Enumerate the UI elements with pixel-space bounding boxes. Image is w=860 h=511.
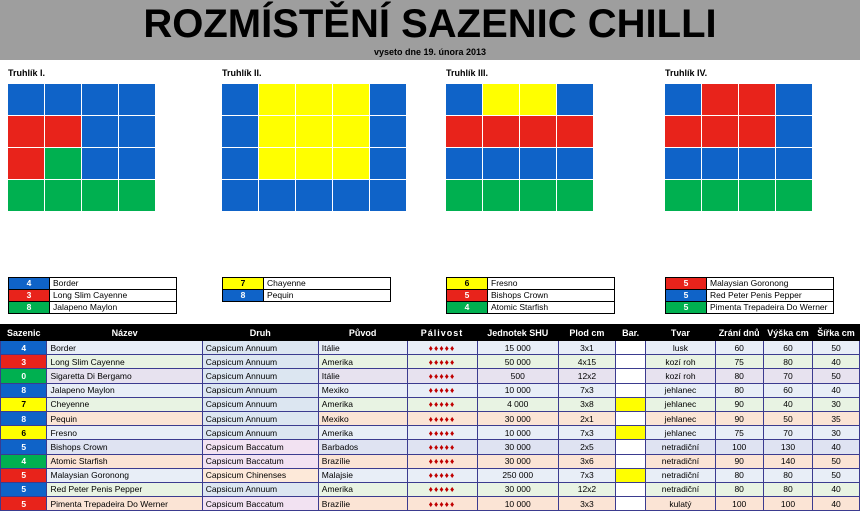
- cell-sazenic: 5: [1, 440, 47, 454]
- tray-cell: [776, 180, 812, 211]
- cell-zrani: 100: [715, 497, 763, 511]
- legend-tray-1: [8, 277, 177, 314]
- cell-tvar: kozí roh: [646, 369, 715, 383]
- tray-cell: [370, 84, 406, 115]
- tray-cell: [296, 116, 332, 147]
- cell-puvod: Itálie: [318, 341, 407, 355]
- cell-tvar: kozí roh: [646, 355, 715, 369]
- legend-count: 5: [447, 290, 488, 302]
- cell-tvar: jehlanec: [646, 411, 715, 425]
- legend-count: 4: [9, 278, 50, 290]
- document-header: [0, 0, 860, 60]
- legend-count: 5: [666, 290, 707, 302]
- tray-cell: [446, 116, 482, 147]
- tray-cell: [665, 180, 701, 211]
- table-row: [1, 341, 860, 355]
- legend-count: 4: [447, 302, 488, 314]
- cell-plod: 4x15: [558, 355, 615, 369]
- tray-3: [446, 68, 593, 211]
- tray-cell: [333, 84, 369, 115]
- cell-sazenic: 4: [1, 341, 47, 355]
- cell-shu: 4 000: [477, 397, 558, 411]
- cell-plod: 2x1: [558, 411, 615, 425]
- page-subtitle: vyseto dne 19. února 2013: [373, 47, 487, 57]
- table-row: [1, 454, 860, 468]
- tray-cell: [520, 148, 556, 179]
- tray-cell: [702, 148, 738, 179]
- cell-bar: [615, 426, 645, 440]
- tray-cell: [520, 116, 556, 147]
- tray-cell: [119, 180, 155, 211]
- legend-row: [666, 278, 834, 290]
- tray-2-grid: [222, 84, 406, 211]
- col-druh: Druh: [202, 325, 318, 341]
- cell-nazev: Fresno: [47, 426, 202, 440]
- cell-sazenic: 6: [1, 426, 47, 440]
- cell-shu: 15 000: [477, 341, 558, 355]
- legend-row: [9, 290, 177, 302]
- trays-section: [0, 60, 860, 250]
- cell-bar: [615, 397, 645, 411]
- cell-druh: Capsicum Baccatum: [202, 440, 318, 454]
- col-vyska-cm: Výška cm: [763, 325, 812, 341]
- cell-sazenic: 8: [1, 383, 47, 397]
- legend-count: 6: [447, 278, 488, 290]
- cell-puvod: Malajsie: [318, 468, 407, 482]
- legend-table: [8, 277, 177, 314]
- cell-bar: [615, 369, 645, 383]
- tray-cell: [739, 148, 775, 179]
- tray-cell: [370, 180, 406, 211]
- tray-cell: [8, 180, 44, 211]
- cell-tvar: lusk: [646, 341, 715, 355]
- tray-cell: [222, 180, 258, 211]
- tray-cell: [776, 116, 812, 147]
- tray-cell: [702, 84, 738, 115]
- tray-1-grid: [8, 84, 155, 211]
- tray-cell: [222, 148, 258, 179]
- table-row: [1, 369, 860, 383]
- cell-bar: [615, 383, 645, 397]
- cell-palivost: ♦♦♦♦♦: [407, 454, 477, 468]
- cell-sazenic: 0: [1, 369, 47, 383]
- tray-cell: [520, 180, 556, 211]
- cell-sirka: 35: [813, 411, 860, 425]
- tray-cell: [8, 148, 44, 179]
- cell-nazev: Pimenta Trepadeira Do Werner: [47, 497, 202, 511]
- cell-tvar: jehlanec: [646, 426, 715, 440]
- cell-sirka: 40: [813, 482, 860, 496]
- cell-vyska: 60: [763, 341, 812, 355]
- tray-cell: [665, 84, 701, 115]
- legend-count: 5: [666, 278, 707, 290]
- legend-row: [223, 278, 391, 290]
- table-row: [1, 355, 860, 369]
- cell-vyska: 50: [763, 411, 812, 425]
- tray-1: [8, 68, 155, 211]
- tray-cell: [259, 84, 295, 115]
- col-jednotek-shu: Jednotek SHU: [477, 325, 558, 341]
- cell-zrani: 80: [715, 482, 763, 496]
- cell-vyska: 80: [763, 355, 812, 369]
- table-row: [1, 383, 860, 397]
- cell-vyska: 100: [763, 497, 812, 511]
- legend-row: [666, 302, 834, 314]
- cell-puvod: Amerika: [318, 426, 407, 440]
- tray-4-grid: [665, 84, 812, 211]
- tray-2-label: Truhlík II.: [222, 68, 262, 78]
- cell-tvar: netradiční: [646, 440, 715, 454]
- cell-puvod: Amerika: [318, 397, 407, 411]
- cell-plod: 7x3: [558, 468, 615, 482]
- cell-sirka: 50: [813, 454, 860, 468]
- tray-cell: [483, 148, 519, 179]
- cell-palivost: ♦♦♦♦♦: [407, 482, 477, 496]
- cell-plod: 7x3: [558, 383, 615, 397]
- cell-shu: 30 000: [477, 482, 558, 496]
- cell-zrani: 90: [715, 454, 763, 468]
- cell-shu: 50 000: [477, 355, 558, 369]
- cell-druh: Capsicum Annuum: [202, 397, 318, 411]
- tray-cell: [483, 116, 519, 147]
- cell-palivost: ♦♦♦♦♦: [407, 383, 477, 397]
- table-row: [1, 482, 860, 496]
- legend-label: Fresno: [488, 278, 615, 290]
- cell-nazev: Border: [47, 341, 202, 355]
- page-title: ROZMÍSTĚNÍ SAZENIC CHILLI: [143, 2, 717, 46]
- legend-label: Pequin: [264, 290, 391, 302]
- legend-tray-2: [222, 277, 391, 302]
- tray-cell: [446, 148, 482, 179]
- col-tvar: Tvar: [646, 325, 715, 341]
- cell-druh: Capsicum Annuum: [202, 383, 318, 397]
- cell-zrani: 90: [715, 411, 763, 425]
- cell-nazev: Jalapeno Maylon: [47, 383, 202, 397]
- cell-sirka: 50: [813, 468, 860, 482]
- cell-nazev: Long Slim Cayenne: [47, 355, 202, 369]
- varieties-table: [0, 324, 860, 511]
- cell-puvod: Amerika: [318, 355, 407, 369]
- legend-row: [447, 290, 615, 302]
- tray-cell: [259, 180, 295, 211]
- cell-puvod: Brazílie: [318, 497, 407, 511]
- cell-palivost: ♦♦♦♦♦: [407, 426, 477, 440]
- tray-cell: [333, 116, 369, 147]
- tray-cell: [370, 116, 406, 147]
- tray-cell: [8, 116, 44, 147]
- cell-nazev: Red Peter Penis Pepper: [47, 482, 202, 496]
- cell-nazev: Sigaretta Di Bergamo: [47, 369, 202, 383]
- tray-1-label: Truhlík I.: [8, 68, 46, 78]
- cell-plod: 3x8: [558, 397, 615, 411]
- cell-tvar: netradiční: [646, 454, 715, 468]
- cell-sirka: 40: [813, 355, 860, 369]
- cell-bar: [615, 454, 645, 468]
- cell-sirka: 50: [813, 369, 860, 383]
- legend-table: [665, 277, 834, 314]
- tray-cell: [45, 148, 81, 179]
- cell-sirka: 50: [813, 341, 860, 355]
- cell-sazenic: 7: [1, 397, 47, 411]
- cell-shu: 10 000: [477, 497, 558, 511]
- cell-vyska: 70: [763, 426, 812, 440]
- cell-vyska: 140: [763, 454, 812, 468]
- legend-count: 8: [223, 290, 264, 302]
- tray-cell: [333, 148, 369, 179]
- table-row: [1, 397, 860, 411]
- cell-bar: [615, 411, 645, 425]
- cell-zrani: 80: [715, 468, 763, 482]
- cell-zrani: 75: [715, 426, 763, 440]
- tray-cell: [82, 84, 118, 115]
- cell-sazenic: 3: [1, 355, 47, 369]
- cell-bar: [615, 440, 645, 454]
- tray-cell: [739, 116, 775, 147]
- cell-bar: [615, 355, 645, 369]
- cell-sazenic: 5: [1, 497, 47, 511]
- cell-shu: 30 000: [477, 440, 558, 454]
- cell-puvod: Barbados: [318, 440, 407, 454]
- tray-cell: [739, 180, 775, 211]
- cell-sirka: 30: [813, 426, 860, 440]
- legend-label: Long Slim Cayenne: [50, 290, 177, 302]
- cell-vyska: 130: [763, 440, 812, 454]
- legend-row: [666, 290, 834, 302]
- cell-nazev: Pequin: [47, 411, 202, 425]
- cell-puvod: Mexiko: [318, 411, 407, 425]
- cell-tvar: netradiční: [646, 468, 715, 482]
- cell-palivost: ♦♦♦♦♦: [407, 440, 477, 454]
- cell-tvar: jehlanec: [646, 383, 715, 397]
- tray-cell: [557, 180, 593, 211]
- table-row: [1, 440, 860, 454]
- tray-cell: [483, 180, 519, 211]
- cell-puvod: Amerika: [318, 482, 407, 496]
- cell-plod: 12x2: [558, 369, 615, 383]
- legend-label: Border: [50, 278, 177, 290]
- legend-row: [223, 290, 391, 302]
- cell-sazenic: 5: [1, 468, 47, 482]
- cell-palivost: ♦♦♦♦♦: [407, 411, 477, 425]
- legend-table: [446, 277, 615, 314]
- cell-plod: 12x2: [558, 482, 615, 496]
- cell-nazev: Bishops Crown: [47, 440, 202, 454]
- cell-palivost: ♦♦♦♦♦: [407, 397, 477, 411]
- tray-cell: [259, 148, 295, 179]
- cell-plod: 2x5: [558, 440, 615, 454]
- tray-cell: [370, 148, 406, 179]
- cell-zrani: 90: [715, 397, 763, 411]
- tray-cell: [82, 148, 118, 179]
- table-header-row: [1, 325, 860, 341]
- tray-cell: [520, 84, 556, 115]
- cell-druh: Capsicum Annuum: [202, 341, 318, 355]
- cell-zrani: 75: [715, 355, 763, 369]
- tray-cell: [222, 116, 258, 147]
- cell-zrani: 100: [715, 440, 763, 454]
- tray-4-label: Truhlík IV.: [665, 68, 708, 78]
- legend-row: [447, 278, 615, 290]
- tray-cell: [739, 84, 775, 115]
- table-body: [1, 341, 860, 511]
- cell-zrani: 80: [715, 369, 763, 383]
- cell-palivost: ♦♦♦♦♦: [407, 468, 477, 482]
- tray-cell: [82, 116, 118, 147]
- tray-cell: [82, 180, 118, 211]
- cell-nazev: Cheyenne: [47, 397, 202, 411]
- cell-tvar: netradiční: [646, 482, 715, 496]
- cell-sazenic: 8: [1, 411, 47, 425]
- tray-cell: [119, 116, 155, 147]
- legend-tray-3: [446, 277, 615, 314]
- tray-cell: [557, 84, 593, 115]
- tray-cell: [333, 180, 369, 211]
- legend-count: 5: [666, 302, 707, 314]
- legend-count: 8: [9, 302, 50, 314]
- tray-cell: [296, 84, 332, 115]
- cell-druh: Capsicum Annuum: [202, 426, 318, 440]
- cell-palivost: ♦♦♦♦♦: [407, 355, 477, 369]
- col-zrani-dnu: Zrání dnů: [715, 325, 763, 341]
- legend-label: Atomic Starfish: [488, 302, 615, 314]
- tray-3-label: Truhlík III.: [446, 68, 489, 78]
- cell-tvar: jehlanec: [646, 397, 715, 411]
- cell-plod: 3x3: [558, 497, 615, 511]
- table-row: [1, 426, 860, 440]
- cell-sirka: 40: [813, 440, 860, 454]
- cell-bar: [615, 482, 645, 496]
- legend-row: [9, 278, 177, 290]
- tray-cell: [45, 180, 81, 211]
- tray-cell: [259, 116, 295, 147]
- cell-shu: 30 000: [477, 411, 558, 425]
- tray-cell: [776, 84, 812, 115]
- cell-druh: Capsicum Annuum: [202, 411, 318, 425]
- legend-label: Jalapeno Maylon: [50, 302, 177, 314]
- legend-table: [222, 277, 391, 302]
- legend-row: [9, 302, 177, 314]
- cell-sirka: 40: [813, 383, 860, 397]
- tray-cell: [45, 116, 81, 147]
- col-nazev: Název: [47, 325, 202, 341]
- tray-cell: [296, 180, 332, 211]
- legend-label: Bishops Crown: [488, 290, 615, 302]
- tray-4: [665, 68, 812, 211]
- cell-bar: [615, 341, 645, 355]
- tray-cell: [8, 84, 44, 115]
- cell-sirka: 40: [813, 497, 860, 511]
- tray-cell: [557, 116, 593, 147]
- tray-cell: [776, 148, 812, 179]
- cell-shu: 30 000: [477, 454, 558, 468]
- tray-cell: [702, 180, 738, 211]
- cell-zrani: 80: [715, 383, 763, 397]
- legend-row: [447, 302, 615, 314]
- tray-cell: [119, 84, 155, 115]
- cell-vyska: 60: [763, 383, 812, 397]
- tray-cell: [45, 84, 81, 115]
- cell-druh: Capsicum Baccatum: [202, 454, 318, 468]
- tray-cell: [665, 148, 701, 179]
- legend-label: Malaysian Goronong: [707, 278, 834, 290]
- tray-cell: [446, 84, 482, 115]
- tray-cell: [483, 84, 519, 115]
- col-sazenic: Sazenic: [1, 325, 47, 341]
- table-row: [1, 411, 860, 425]
- cell-plod: 7x3: [558, 426, 615, 440]
- col-bar: Bar.: [615, 325, 645, 341]
- cell-bar: [615, 468, 645, 482]
- cell-druh: Capsicum Baccatum: [202, 497, 318, 511]
- cell-nazev: Malaysian Goronong: [47, 468, 202, 482]
- cell-shu: 250 000: [477, 468, 558, 482]
- tray-cell: [296, 148, 332, 179]
- cell-vyska: 40: [763, 397, 812, 411]
- cell-plod: 3x1: [558, 341, 615, 355]
- legend-tray-4: [665, 277, 834, 314]
- cell-druh: Capsicum Annuum: [202, 355, 318, 369]
- cell-shu: 10 000: [477, 383, 558, 397]
- col-sirka-cm: Šířka cm: [813, 325, 860, 341]
- cell-druh: Capsicum Chinenses: [202, 468, 318, 482]
- cell-plod: 3x6: [558, 454, 615, 468]
- tray-cell: [119, 148, 155, 179]
- tray-cell: [222, 84, 258, 115]
- tray-cell: [702, 116, 738, 147]
- cell-palivost: ♦♦♦♦♦: [407, 341, 477, 355]
- legend-label: Chayenne: [264, 278, 391, 290]
- cell-sirka: 30: [813, 397, 860, 411]
- cell-vyska: 70: [763, 369, 812, 383]
- cell-zrani: 60: [715, 341, 763, 355]
- cell-palivost: ♦♦♦♦♦: [407, 369, 477, 383]
- cell-nazev: Atomic Starfish: [47, 454, 202, 468]
- cell-vyska: 80: [763, 482, 812, 496]
- tray-2: [222, 68, 406, 211]
- legend-count: 7: [223, 278, 264, 290]
- table-row: [1, 468, 860, 482]
- legend-label: Red Peter Penis Pepper: [707, 290, 834, 302]
- cell-druh: Capsicum Annuum: [202, 482, 318, 496]
- tray-cell: [665, 116, 701, 147]
- cell-vyska: 80: [763, 468, 812, 482]
- cell-sazenic: 4: [1, 454, 47, 468]
- cell-puvod: Brazílie: [318, 454, 407, 468]
- cell-druh: Capsicum Annuum: [202, 369, 318, 383]
- col-plod-cm: Plod cm: [558, 325, 615, 341]
- col-palivost: Pálivost: [407, 325, 477, 341]
- cell-puvod: Itálie: [318, 369, 407, 383]
- tray-cell: [446, 180, 482, 211]
- cell-puvod: Mexiko: [318, 383, 407, 397]
- cell-shu: 10 000: [477, 426, 558, 440]
- tray-cell: [557, 148, 593, 179]
- legend-count: 3: [9, 290, 50, 302]
- cell-palivost: ♦♦♦♦♦: [407, 497, 477, 511]
- cell-tvar: kulatý: [646, 497, 715, 511]
- tray-3-grid: [446, 84, 593, 211]
- legend-label: Pimenta Trepadeira Do Werner: [707, 302, 834, 314]
- col-puvod: Původ: [318, 325, 407, 341]
- cell-shu: 500: [477, 369, 558, 383]
- cell-sazenic: 5: [1, 482, 47, 496]
